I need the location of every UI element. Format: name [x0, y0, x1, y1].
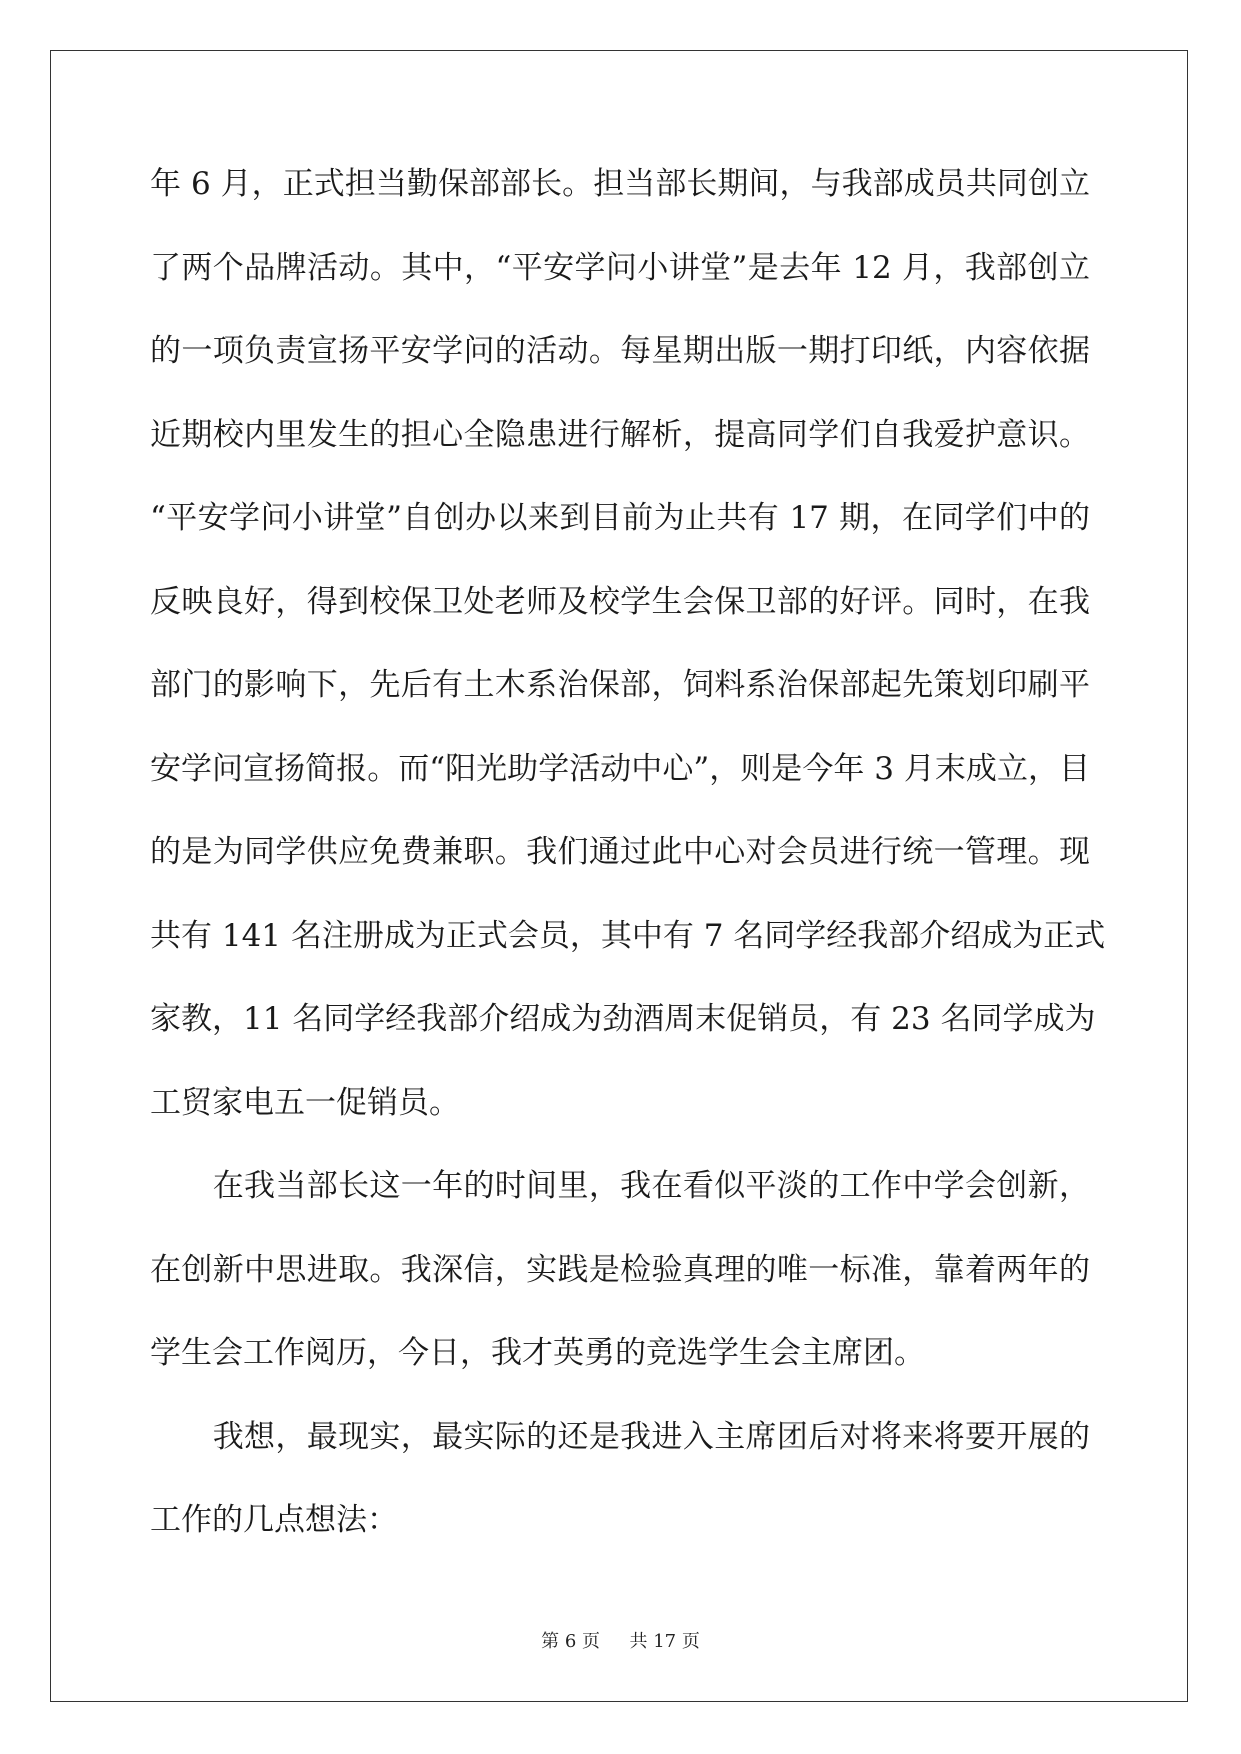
text-line: 共有 141 名注册成为正式会员，其中有 7 名同学经我部介绍成为正式 [150, 917, 1106, 954]
text-line: 反映良好，得到校保卫处老师及校学生会保卫部的好评。同时，在我 [150, 583, 1090, 620]
text-line: 学生会工作阅历，今日，我才英勇的竞选学生会主席团。 [150, 1335, 925, 1371]
document-body [150, 162, 1106, 1582]
footer-spacer [606, 1631, 624, 1652]
text-line: 的是为同学供应免费兼职。我们通过此中心对会员进行统一管理。现 [150, 834, 1090, 870]
text-line: 工作的几点想法： [150, 1502, 398, 1538]
text-line: 家教，11 名同学经我部介绍成为劲酒周末促销员，有 23 名同学成为 [150, 1001, 1096, 1037]
text-line: 部门的影响下，先后有土木系治保部，饲料系治保部起先策划印刷平 [150, 667, 1090, 703]
text-line: 的一项负责宣扬平安学问的活动。每星期出版一期打印纸，内容依据 [150, 333, 1090, 369]
page-number-total: 共 17 页 [629, 1631, 700, 1652]
text-line: 了两个品牌活动。其中，“平安学问小讲堂”是去年 12 月，我部创立 [150, 249, 1090, 286]
page-footer [0, 1630, 1241, 1654]
text-line: 我想，最现实，最实际的还是我进入主席团后对将来将要开展的 [150, 1418, 1090, 1455]
page-number-current: 第 6 页 [541, 1631, 601, 1652]
text-line: 近期校内里发生的担心全隐患进行解析，提高同学们自我爱护意识。 [150, 416, 1090, 453]
text-line: 工贸家电五一促销员。 [150, 1084, 460, 1121]
text-line: “平安学问小讲堂”自创办以来到目前为止共有 17 期，在同学们中的 [150, 500, 1090, 536]
text-line: 在我当部长这一年的时间里，我在看似平淡的工作中学会创新， [150, 1168, 1090, 1204]
text-line: 在创新中思进取。我深信，实践是检验真理的唯一标准，靠着两年的 [150, 1251, 1090, 1288]
text-line: 安学问宣扬简报。而“阳光助学活动中心”，则是今年 3 月末成立，目 [150, 750, 1090, 787]
text-line: 年 6 月，正式担当勤保部部长。担当部长期间，与我部成员共同创立 [150, 166, 1090, 202]
